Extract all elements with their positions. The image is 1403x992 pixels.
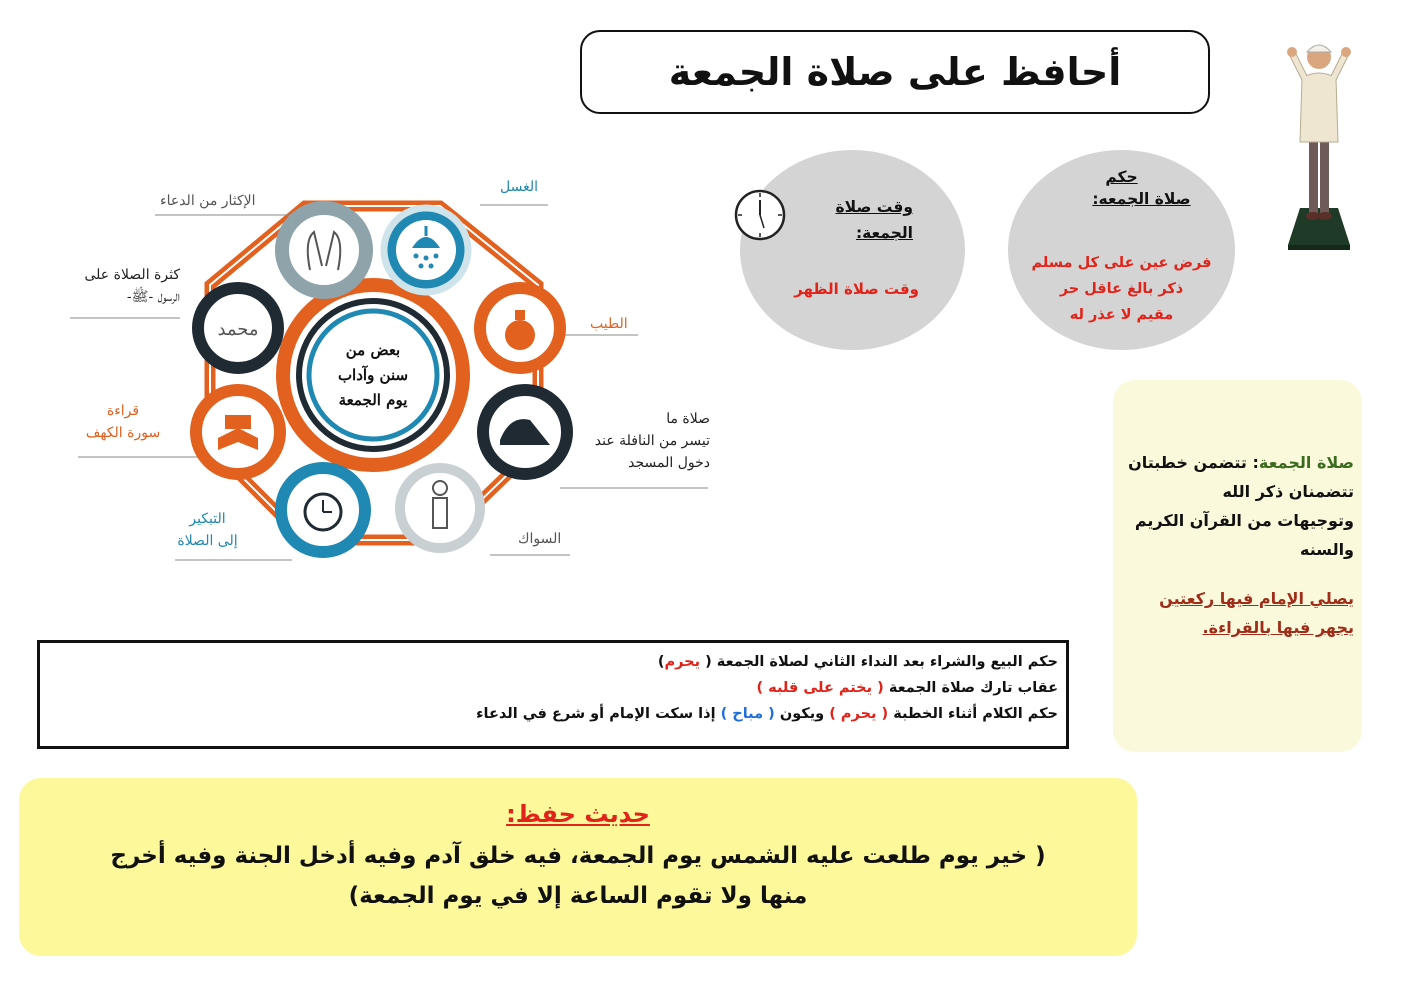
perfume-icon [480,288,560,368]
alarm-clock-icon [281,468,365,552]
hadith-box [19,778,1137,956]
rule-line: حكم البيع والشراء بعد النداء الثاني لصلاة الجمعة ( يحرم) [657,654,1058,670]
clock-icon [733,188,787,242]
ruling-line: مقيم لا عذر له [1069,307,1174,323]
center-text-line: سنن وآداب [337,366,409,384]
hadith-line: ( خير يوم طلعت عليه الشمس يوم الجمعة، فيه خلق آدم وفيه أدخل الجنة وفيه أخرج [110,843,1046,869]
hadith-line: منها ولا تقوم الساعة إلا في يوم الجمعة) [348,883,808,909]
time-value: وقت صلاة الظهر [794,280,919,298]
imam-line: يصلي الإمام فيها ركعتين [1159,589,1354,608]
time-heading-line1: وقت صلاة [835,198,913,216]
ruling-heading-line2: صلاة الجمعه: [1092,190,1191,208]
quran-icon [196,390,280,474]
page-title: أحافظ على صلاة الجمعة [580,30,1210,114]
shower-icon [384,208,468,292]
label-kahf: قراءة سورة الكهف [85,403,161,441]
muhammad-calligraphy: محمد [217,319,259,340]
rules-box [37,640,1069,749]
sunnah-diagram [60,170,720,570]
ruling-circle [1008,150,1235,350]
prostration-icon [483,390,567,474]
khutba-box [1113,380,1362,752]
label-siwak: السواك [518,531,562,547]
muhammad-calligraphy-icon [198,288,278,368]
center-text-line: بعض من [345,341,401,359]
hands-dua-icon [282,208,366,292]
label-nafila: صلاة ما تيسر من النافلة عند دخول المسجد [594,411,710,471]
praying-man-illustration [1280,30,1360,250]
time-heading-line2: الجمعة: [855,224,913,242]
center-text-line: يوم الجمعة [338,391,408,409]
label-salawat: كثرة الصلاة على الرسول -ﷺ- [84,267,180,305]
ruling-heading-line1: حكم [1105,168,1138,186]
khutba-line: صلاة الجمعة: تتضمن خطبتان [1128,453,1354,472]
label-takbir: التبكير إلى الصلاة [177,511,238,549]
label-dua: الإكثار من الدعاء [160,193,256,209]
hadith-heading: حديث حفظ: [506,800,650,828]
label-tib: الطيب [590,316,628,332]
siwak-icon [400,468,480,548]
imam-line: يجهر فيها بالقراءة. [1202,618,1354,637]
khutba-line: تتضمنان ذكر الله [1222,482,1354,501]
rule-line: حكم الكلام أثناء الخطبة ( يحرم ) ويكون ( مباح ) إذا سكت الإمام أو شرع في الدعاء [476,706,1058,722]
ruling-line: ذكر بالغ عاقل حر [1059,281,1184,297]
label-ghusl: الغسل [500,179,539,195]
ruling-line: فرض عين على كل مسلم [1031,255,1212,271]
time-circle [740,150,965,350]
rule-line: عقاب تارك صلاة الجمعة ( يختم على قلبه ) [756,680,1058,696]
khutba-line: وتوجيهات من القرآن الكريم والسنه [1134,511,1354,559]
